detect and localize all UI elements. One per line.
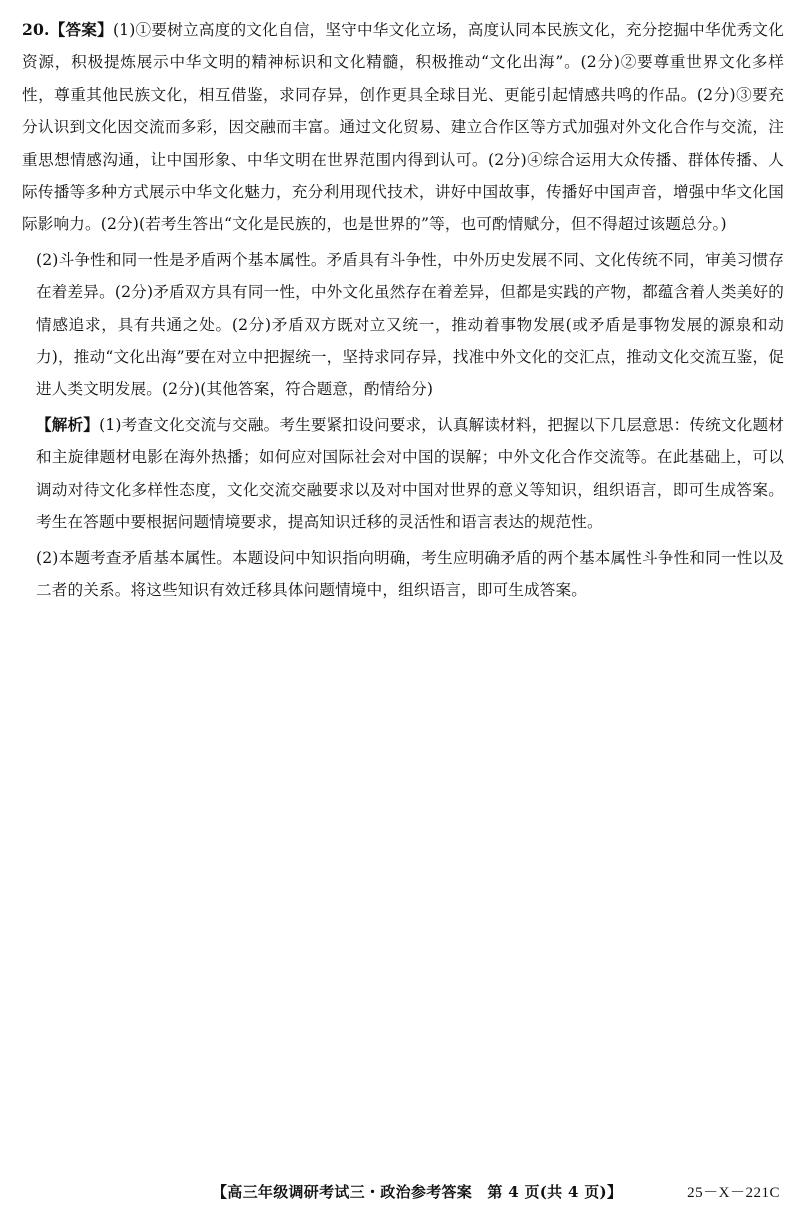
answer-part-2-text: (2)斗争性和同一性是矛盾两个基本属性。矛盾具有斗争性，中外历史发展不同、文化传统不同，审美习惯存在着差异。(2分)矛盾双方具有同一性，中外文化虽然存在着差异，但都是实践的产物，都蕴含着人类美好的情感追求，具有共通之处。(2分)矛盾双方既对立又统一，推动着事物发展(或矛盾是事物发展的源泉和动力)，推动“文化出海”要在对立中把握统一，坚持求同存异，找准中外文化的交汇点，推动文化交流互鉴，促进人类文明发展。(2分)(其他答案，符合题意，酌情给分)	[36, 250, 784, 399]
analysis-paragraph-2	[22, 542, 784, 607]
answer-tag: 【答案】	[49, 20, 113, 39]
answer-content	[22, 14, 784, 606]
analysis-tag: 【解析】	[36, 414, 100, 434]
question-number: 20.	[22, 20, 50, 39]
page-footer	[0, 1176, 800, 1206]
analysis-paragraph-1	[22, 409, 784, 539]
answer-part-1-text: (1)①要树立高度的文化自信，坚守中华文化立场，高度认同本民族文化，充分挖掘中华优秀文化资源，积极提炼展示中华文明的精神标识和文化精髓，积极推动“文化出海”。(2分)②要尊重世界文化多样性，尊重其他民族文化，相互借鉴，求同存异，创作更具全球目光、更能引起情感共鸣的作品。(2分)③要充分认识到文化因交流而多彩，因交融而丰富。通过文化贸易、建立合作区等方式加强对外文化合作与交流，注重思想情感沟通，让中国形象、中华文明在世界范围内得到认可。(2分)④综合运用大众传播、群体传播、人际传播等多种方式展示中华文化魅力，充分利用现代技术，讲好中国故事，传播好中国声音，增强中华文化国际影响力。(2分)(若考生答出“文化是民族的，也是世界的”等，也可酌情赋分，但不得超过该题总分。)	[22, 21, 784, 234]
analysis-part-1-text: (1)考查文化交流与交融。考生要紧扣设问要求，认真解读材料，把握以下几层意思：传统文化题材和主旋律题材电影在海外热播；如何应对国际社会对中国的误解；中外文化合作交流等。在此基础上，可以调动对待文化多样性态度，文化交流交融要求以及对中国对世界的意义等知识，组织语言，即可生成答案。考生在答题中要根据问题情境要求，提高知识迁移的灵活性和语言表达的规范性。	[36, 415, 784, 532]
answer-paragraph-2	[22, 244, 784, 406]
footer-title: 【高三年级调研考试三・政治参考答案 第 4 页(共 4 页)】	[212, 1183, 623, 1201]
footer-code: 25－X－221C	[687, 1185, 780, 1201]
answer-paragraph-1	[22, 14, 784, 241]
analysis-part-2-text: (2)本题考查矛盾基本属性。本题设问中知识指向明确，考生应明确矛盾的两个基本属性斗争性和同一性以及二者的关系。将这些知识有效迁移具体问题情境中，组织语言，即可生成答案。	[36, 548, 784, 599]
